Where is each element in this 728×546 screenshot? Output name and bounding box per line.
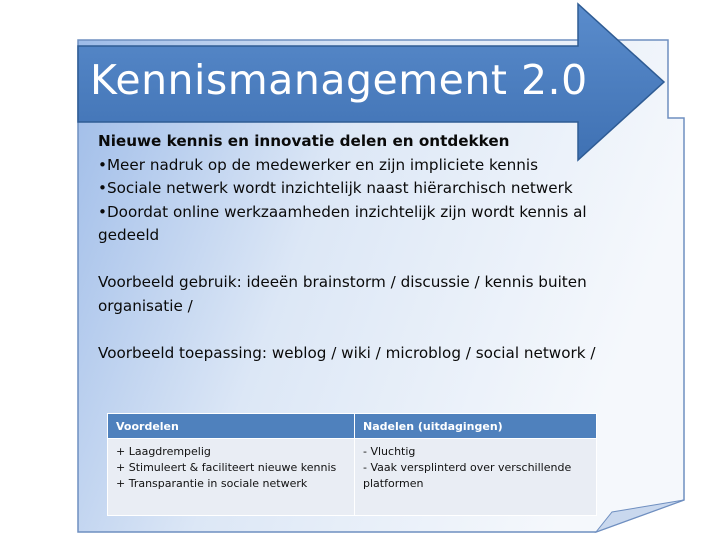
slide-title: Kennismanagement 2.0 (90, 56, 588, 104)
cell-voordelen (108, 439, 355, 516)
cell-nadelen (355, 439, 597, 516)
table-row (108, 439, 597, 516)
con-item: - Vaak versplinterd over verschillende (363, 461, 572, 474)
bullet-item: •Sociale netwerk wordt inzichtelijk naast hiërarchisch netwerk (98, 179, 573, 197)
spacer (98, 318, 618, 342)
header-voordelen: Voordelen (108, 414, 355, 439)
pro-item: + Laagdrempelig (116, 445, 211, 458)
spacer (98, 248, 618, 272)
pros-cons-table (107, 413, 597, 516)
header-nadelen: Nadelen (uitdagingen) (355, 414, 597, 439)
table-header-row (108, 414, 597, 439)
con-item-continuation: platformen (363, 477, 424, 490)
example-use-continuation: organisatie / (98, 296, 193, 315)
con-item: - Vluchtig (363, 445, 416, 458)
example-use: Voorbeeld gebruik: ideeën brainstorm / discussie / kennis buiten (98, 273, 587, 291)
bullet-item: •Doordat online werkzaamheden inzichtelijk zijn wordt kennis al (98, 202, 587, 221)
content-text (98, 130, 618, 365)
pro-item: + Transparantie in sociale netwerk (116, 477, 308, 490)
bullet-item-continuation: gedeeld (98, 226, 160, 244)
content-heading: Nieuwe kennis en innovatie delen en ontdekken (98, 132, 510, 150)
bullet-item: •Meer nadruk op de medewerker en zijn impliciete kennis (98, 155, 539, 174)
pro-item: + Stimuleert & faciliteert nieuwe kennis (116, 461, 337, 474)
example-application: Voorbeeld toepassing: weblog / wiki / microblog / social network / (98, 343, 596, 362)
